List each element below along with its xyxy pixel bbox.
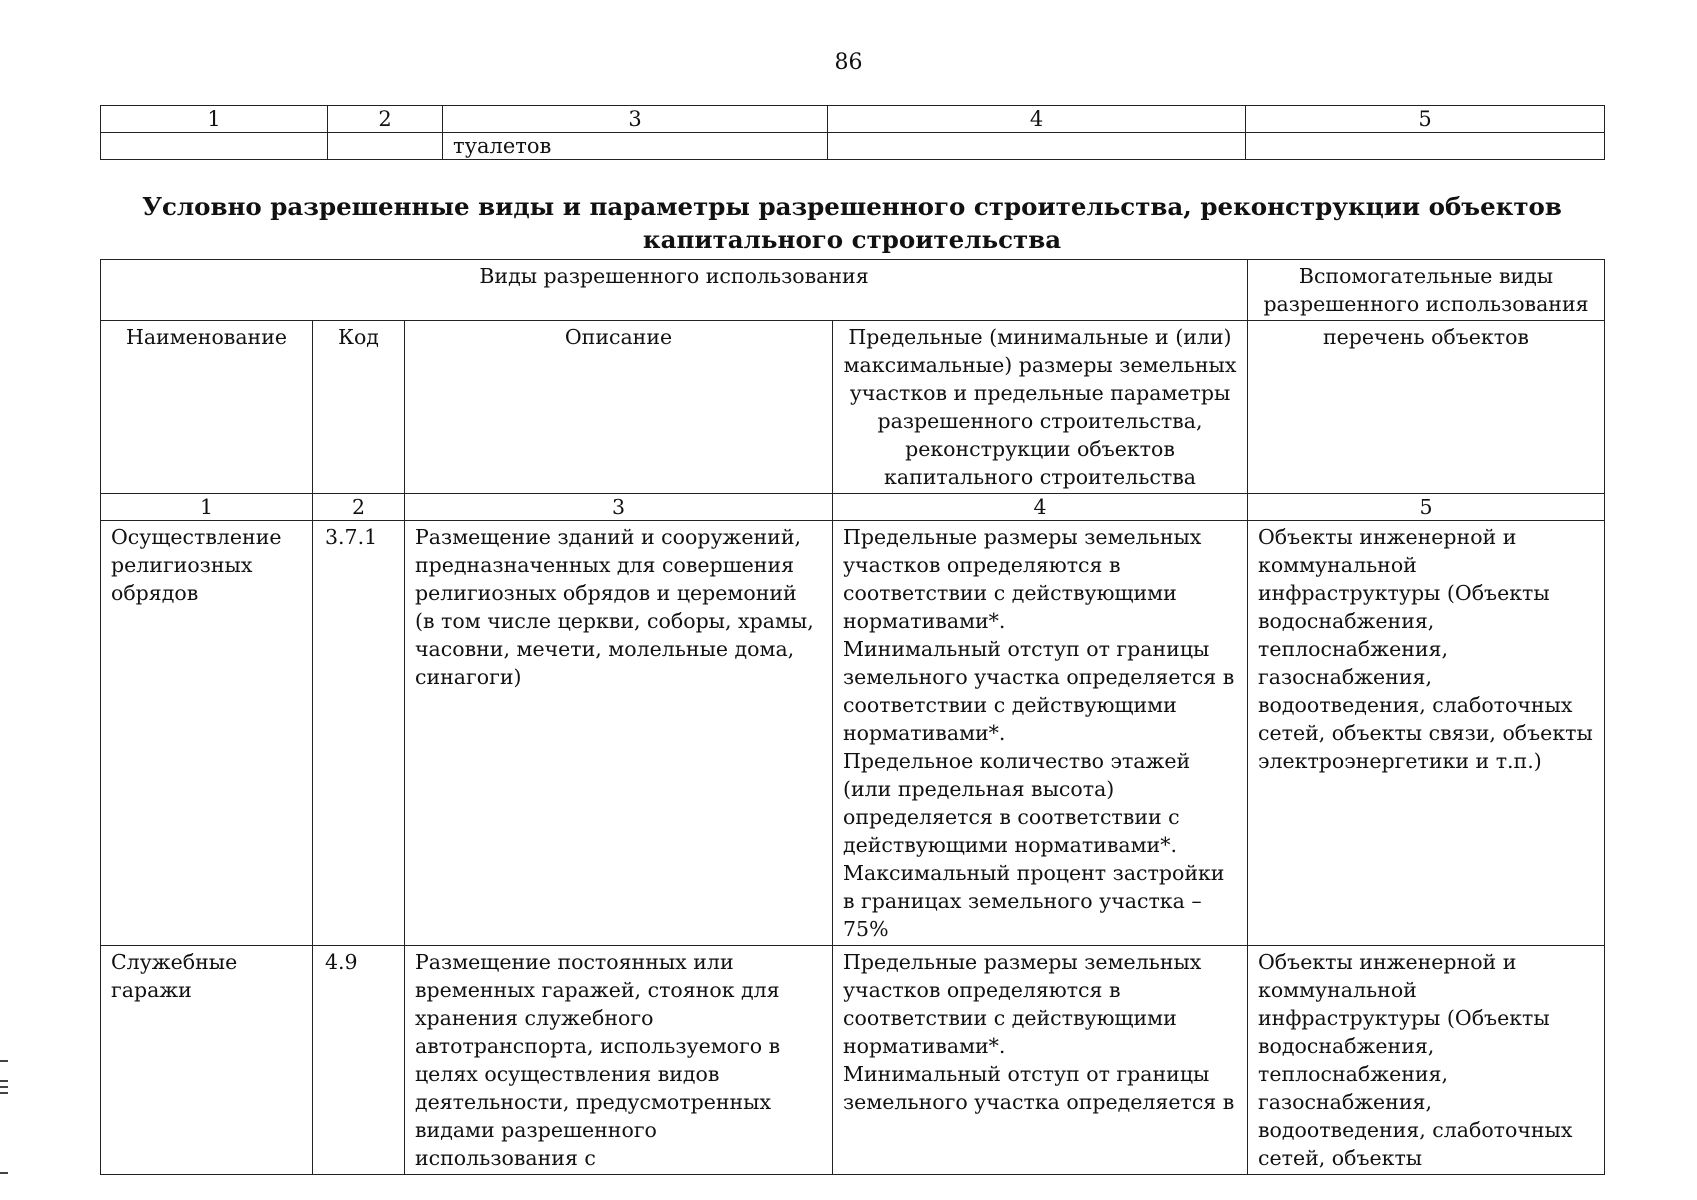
- header-limits: Предельные (минимальные и (или) максимальные) размеры земельных участков и предельные параметры разрешенного строительства, реконструкции объектов капитального строительства: [833, 321, 1248, 494]
- table-cell: [828, 133, 1246, 160]
- row-objects: Объекты инженерной и коммунальной инфраструктуры (Объекты водоснабжения, теплоснабжения, газоснабжения, водоотведения, слаботочных сетей, объекты: [1248, 946, 1605, 1175]
- limit-item: Минимальный отступ от границы земельного участка определяется в соответствии с действующими нормативами*.: [843, 637, 1235, 745]
- header-name: Наименование: [101, 321, 313, 494]
- limit-item: Предельное количество этажей (или предельная высота) определяется в соответствии с действующими нормативами*.: [843, 749, 1191, 857]
- permitted-uses-header: Виды разрешенного использования: [101, 260, 1248, 321]
- limit-item: Предельные размеры земельных участков определяются в соответствии с действующими нормативами*.: [843, 950, 1202, 1058]
- row-name: Служебные гаражи: [101, 946, 313, 1175]
- section-title: Условно разрешенные виды и параметры разрешенного строительства, реконструкции объектов капитального строительства: [142, 192, 1562, 254]
- table-row: [101, 521, 1605, 946]
- scan-margin-mark: [0, 1172, 8, 1174]
- column-number-row: [101, 494, 1605, 521]
- column-number: 3: [443, 106, 828, 133]
- header-objects: перечень объектов: [1248, 321, 1605, 494]
- scan-margin-mark: [0, 1060, 8, 1062]
- header-description: Описание: [405, 321, 833, 494]
- header-code: Код: [313, 321, 405, 494]
- row-description: Размещение постоянных или временных гаражей, стоянок для хранения служебного автотранспорта, используемого в целях осуществления видов деятельности, предусмотренных видами разрешенного использования с: [405, 946, 833, 1175]
- row-code: 4.9: [313, 946, 405, 1175]
- auxiliary-uses-header: Вспомогательные виды разрешенного использования: [1248, 260, 1605, 321]
- column-number: 2: [313, 494, 405, 521]
- column-number: 4: [833, 494, 1248, 521]
- continuation-header-row: [101, 106, 1605, 133]
- column-number: 5: [1246, 106, 1605, 133]
- table-cell: туалетов: [443, 133, 828, 160]
- row-limits: [833, 521, 1248, 946]
- row-name: Осуществление религиозных обрядов: [101, 521, 313, 946]
- continuation-table: [100, 105, 1605, 160]
- column-header-row: [101, 321, 1605, 494]
- page-number: 86: [834, 50, 863, 75]
- column-number: 4: [828, 106, 1246, 133]
- table-cell: [101, 133, 328, 160]
- limit-item: Максимальный процент застройки в границах земельного участка – 75%: [843, 861, 1225, 941]
- row-objects: Объекты инженерной и коммунальной инфраструктуры (Объекты водоснабжения, теплоснабжения, газоснабжения, водоотведения, слаботочных сетей, объекты связи, объекты электроэнергетики и т.п.): [1248, 521, 1605, 946]
- column-number: 3: [405, 494, 833, 521]
- row-code: 3.7.1: [313, 521, 405, 946]
- row-description: Размещение зданий и сооружений, предназначенных для совершения религиозных обрядов и церемоний (в том числе церкви, соборы, храмы, часовни, мечети, молельные дома, синагоги): [405, 521, 833, 946]
- column-number: 2: [328, 106, 443, 133]
- column-number: 1: [101, 106, 328, 133]
- scan-margin-mark: [0, 1086, 8, 1088]
- table-cell: [1246, 133, 1605, 160]
- limit-item: Минимальный отступ от границы земельного участка определяется в: [843, 1062, 1235, 1114]
- permitted-uses-table: [100, 259, 1605, 1175]
- continuation-row: [101, 133, 1605, 160]
- limit-item: Предельные размеры земельных участков определяются в соответствии с действующими нормативами*.: [843, 525, 1202, 633]
- scan-margin-mark: [0, 1092, 8, 1094]
- table-row: [101, 946, 1605, 1175]
- table-cell: [328, 133, 443, 160]
- column-number: 1: [101, 494, 313, 521]
- scan-margin-mark: [0, 1080, 8, 1082]
- row-limits: [833, 946, 1248, 1175]
- column-number: 5: [1248, 494, 1605, 521]
- group-header-row: [101, 260, 1605, 321]
